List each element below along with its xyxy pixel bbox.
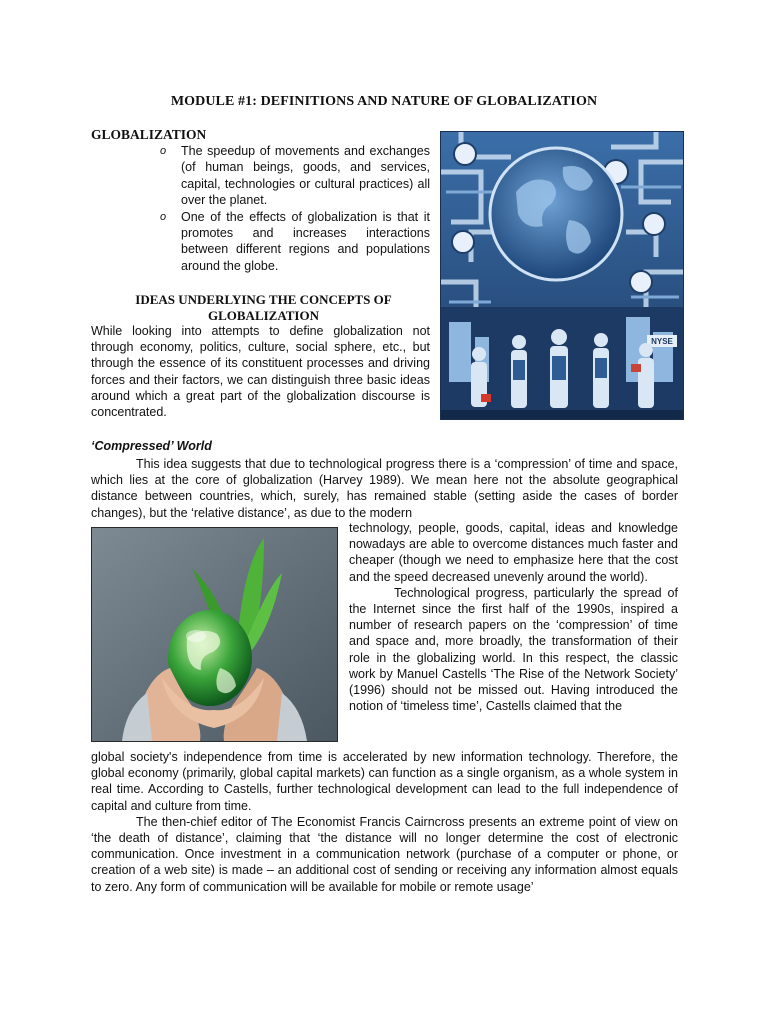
section-heading-globalization: GLOBALIZATION — [91, 127, 207, 142]
ideas-paragraph: While looking into attempts to define globalization not through economy, politics, culture, social sphere, etc., but through the essence of its constituent processes and driving forces and their factors, we can distinguish three basic ideas around which a great part of the globalization discourse is concentrated. — [91, 324, 430, 420]
ideas-heading — [91, 292, 436, 323]
compressed-paragraph-bottom — [91, 749, 678, 895]
globalization-bullet-list — [160, 143, 430, 274]
compressed-wrap-text-2: Technological progress, particularly the spread of the Internet since the first half of the 1990s, inspired a number of research papers on the ‘compression’ of time and space and, more broadly, the transformation of their role in the globalizing world. In this respect, the classic work by Manuel Castells ‘The Rise of the Network Society’ (1996) should not be missed out. Having introduced the notion of ‘timeless time’, Castells claimed that the — [349, 585, 678, 714]
bullet-item — [160, 209, 430, 275]
bullet-marker: o — [160, 210, 167, 223]
wrap-column — [349, 520, 678, 714]
compressed-world-heading: ‘Compressed’ World — [91, 439, 212, 453]
bullet-text: One of the effects of globalization is that it promotes and increases interactions between different regions and populations around the globe. — [181, 209, 430, 273]
compressed-paragraph-top: This idea suggests that due to technological progress there is a ‘compression’ of time and space, which lies at the core of globalization (Harvey 1989). We mean here not the absolute geographical distance between countries, which, surely, has remained stable (setting aside the cases of border changes), but the ‘relative distance’, as due to the modern — [91, 457, 678, 520]
compressed-paragraph-continued: global society's independence from time is accelerated by new information technology. Therefore, the global economy (primarily, global capital markets) can function as a single organism, as a whole system in real time. According to Castells, further technological development can lead to the full independence of capital and culture from time. — [91, 750, 678, 813]
bullet-marker: o — [160, 145, 167, 157]
ideas-heading-line2: GLOBALIZATION — [207, 307, 319, 323]
globalization-illustration — [440, 131, 684, 420]
ideas-heading-line1: IDEAS UNDERLYING THE CONCEPTS OF — [135, 292, 392, 307]
bullet-item — [160, 143, 430, 209]
cairncross-paragraph: The then-chief editor of The Economist Francis Cairncross presents an extreme point of view on ‘the death of distance’, claiming that ‘the distance will no longer determine the cost of electronic communication. Once investment in a communication network (purchase of a computer or phone, or creation of a web site) is made – an additional cost of sending or receiving any information almost equals to zero. Any form of communication will be available for mobile or remote usage’ — [91, 814, 678, 894]
bullet-text: The speedup of movements and exchanges (of human beings, goods, and services, capital, technologies or cultural practices) all over the planet. — [181, 144, 430, 208]
page-title: MODULE #1: DEFINITIONS AND NATURE OF GLOBALIZATION — [170, 94, 598, 109]
hands-holding-globe-photo — [91, 527, 338, 742]
nyse-sign-label: NYSE — [651, 337, 673, 346]
compressed-wrap-text-1: technology, people, goods, capital, ideas and knowledge nowadays are able to overcome distances much faster and cheaper (though we need to emphasize here that the cost and the speed decreased unevenly around the world). — [349, 521, 678, 584]
